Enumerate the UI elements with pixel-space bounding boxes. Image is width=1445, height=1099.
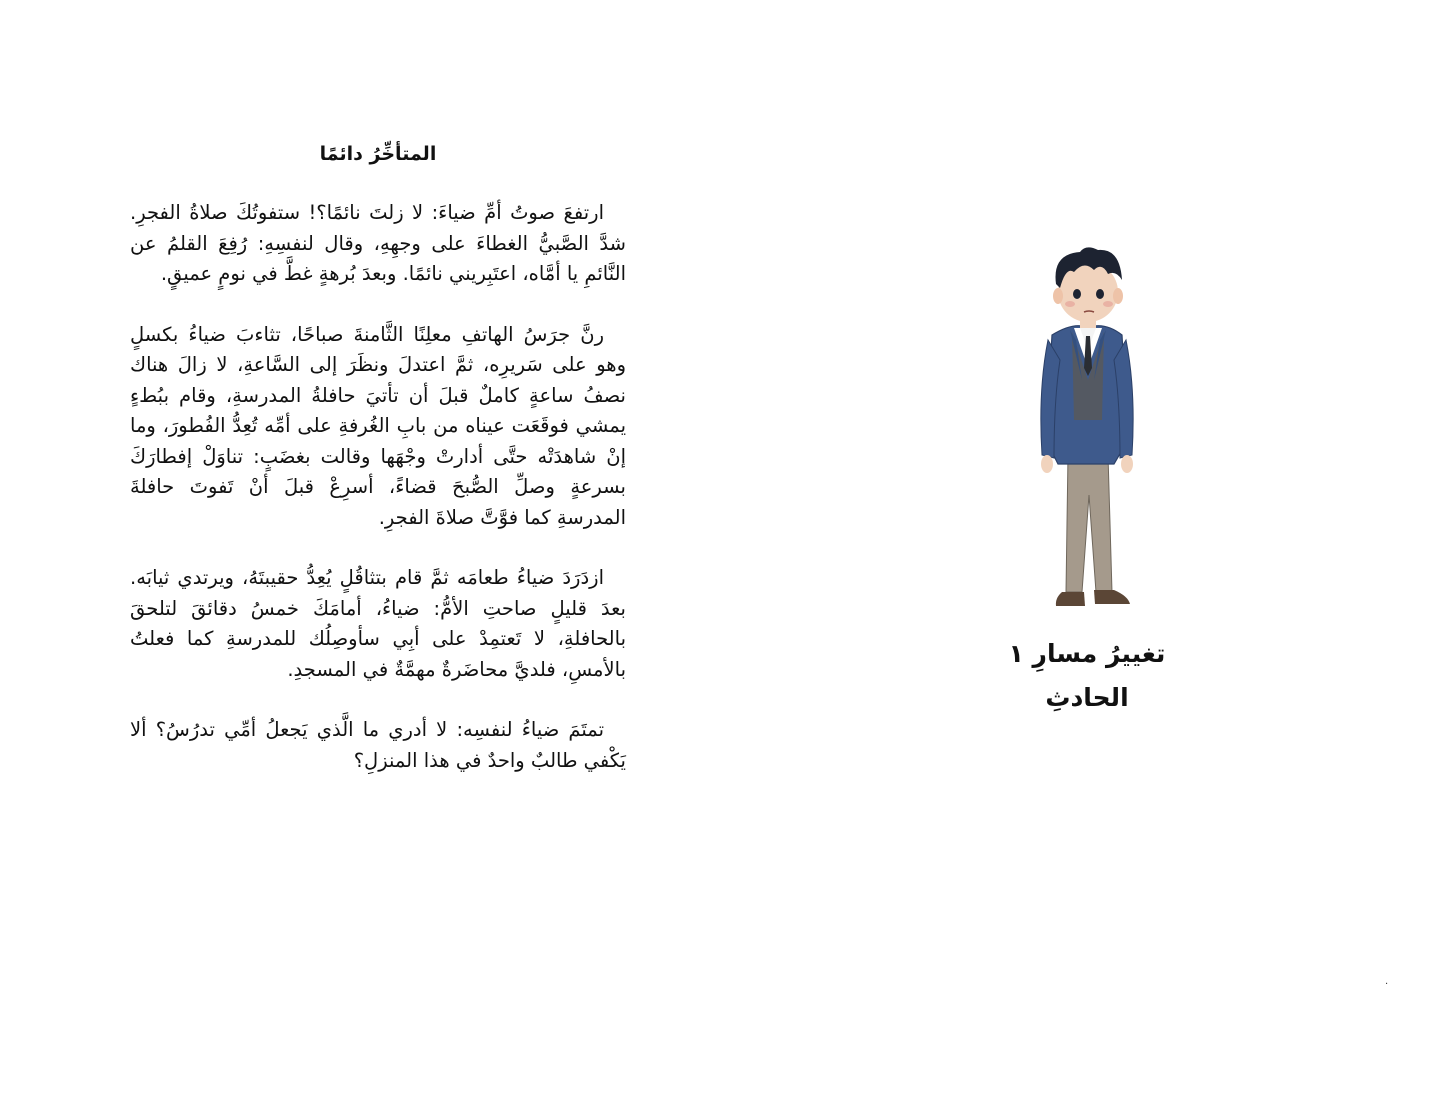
story-body — [130, 198, 626, 806]
chapter-title-line-2: الحادثِ — [1045, 683, 1129, 712]
boy-illustration — [1022, 240, 1152, 620]
paragraph-2: رنَّ جرَسُ الهاتفِ معلِنًا الثَّامنةَ صباحًا، تثاءبَ ضياءُ بكسلٍ وهو على سَريرِه، ثمَّ اعتدلَ ونظَرَ إلى السَّاعةِ، لا زالَ هناك نصفُ ساعةٍ كاملٌ قبلَ أن تأتيَ حافلةُ المدرسةِ، وقام ببُطءٍ يمشي فوقَعَت عيناه من بابِ الغُرفةِ على أمِّه تُعِدُّ الفُطورَ، وما إنْ شاهدَتْه حتَّى أدارتْ وجْهَها وقالت بغضَبٍ: تناوَلْ إفطارَكَ بسرعةٍ وصلِّ الصُّبحَ قضاءً، أسرِعْ قبلَ أنْ تَفوتَ حافلةَ المدرسةِ كما فوَّتَّ صلاةَ الفجرِ. — [130, 322, 626, 529]
right-page — [722, 0, 1445, 1099]
stray-mark: . — [1385, 976, 1389, 987]
paragraph-1: ارتفعَ صوتُ أمِّ ضياءَ: لا زلتَ نائمًا؟! ستفوتُكَ صلاةُ الفجرِ. شدَّ الصَّبيُّ الغطاءَ على وجهِهِ، وقال لنفسِهِ: رُفِعَ القلمُ عن النَّائمِ يا أمَّاه، اعتَبِريني نائمًا. وبعدَ بُرهةٍ غطَّ في نومٍ عميقٍ. — [130, 201, 626, 285]
chapter-heading — [942, 632, 1232, 720]
left-page — [0, 0, 722, 1099]
paragraph-3: ازدَرَدَ ضياءُ طعامَه ثمَّ قام بتثاقُلٍ يُعِدُّ حقيبتَهُ، ويرتدي ثيابَه. بعدَ قليلٍ صاحتِ الأمُّ: ضياءُ، أمامَكَ خمسُ دقائقَ لتلحقَ بالحافلةِ، لا تَعتمِدْ على أبِي سأوصِلُك للمدرسةِ كما فعلتُ بالأمسِ، فلديَّ محاضَرةٌ مهمَّةٌ في المسجدِ. — [130, 566, 626, 681]
paragraph-4: تمتَمَ ضياءُ لنفسِه: لا أدري ما الَّذي يَجعلُ أمِّي تدرُسُ؟ ألا يَكْفي طالبٌ واحدٌ في هذا المنزلِ؟ — [130, 718, 626, 772]
story-title: المتأخِّرُ دائمًا — [319, 143, 437, 165]
chapter-title-line-1: تغييرُ مسارِ ١ — [1008, 639, 1166, 668]
